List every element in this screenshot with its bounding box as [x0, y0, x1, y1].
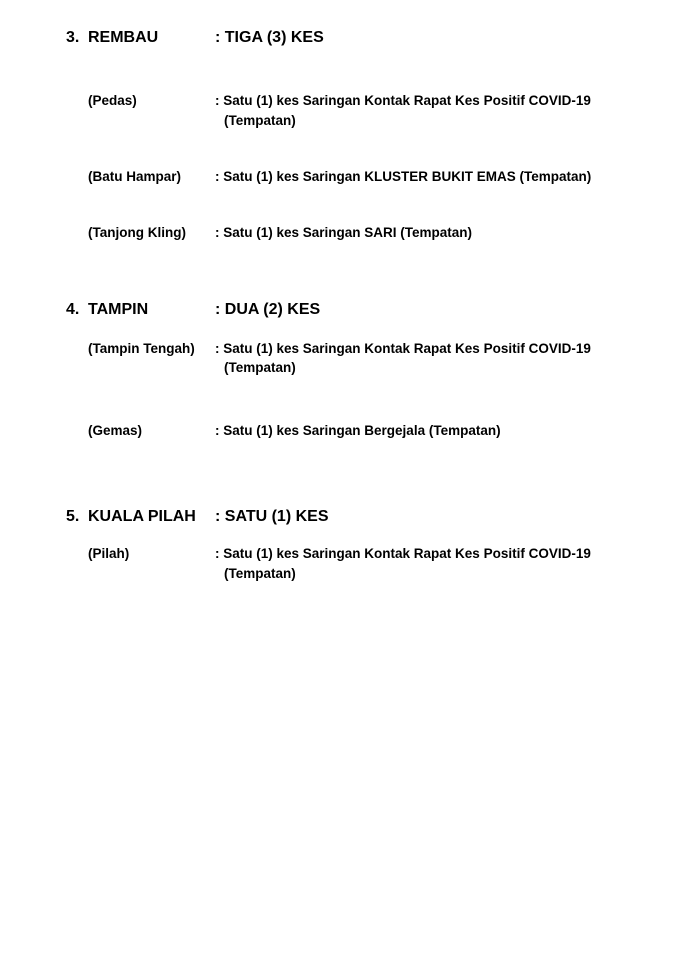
- case-description-cont: (Tempatan): [224, 360, 296, 375]
- area-name: (Gemas): [88, 423, 143, 438]
- section-number: 4.: [66, 301, 80, 318]
- district-total: : DUA (2) KES: [215, 301, 321, 318]
- area-name: (Tanjong Kling): [88, 225, 186, 240]
- district-total: : TIGA (3) KES: [215, 29, 324, 46]
- area-name: (Pilah): [88, 546, 130, 561]
- case-description: : Satu (1) kes Saringan Kontak Rapat Kes Positif COVID-19: [215, 93, 591, 108]
- district-name: TAMPIN: [88, 301, 149, 318]
- district-total: : SATU (1) KES: [215, 508, 329, 525]
- case-description: : Satu (1) kes Saringan KLUSTER BUKIT EMAS (Tempatan): [215, 169, 592, 184]
- case-description: : Satu (1) kes Saringan SARI (Tempatan): [215, 225, 473, 240]
- area-name: (Tampin Tengah): [88, 341, 195, 356]
- case-description: : Satu (1) kes Saringan Bergejala (Tempatan): [215, 423, 501, 438]
- area-name: (Pedas): [88, 93, 137, 108]
- case-description-cont: (Tempatan): [224, 566, 296, 581]
- case-description: : Satu (1) kes Saringan Kontak Rapat Kes Positif COVID-19: [215, 341, 591, 356]
- district-name: KUALA PILAH: [88, 508, 196, 525]
- district-name: REMBAU: [88, 29, 159, 46]
- case-description: : Satu (1) kes Saringan Kontak Rapat Kes Positif COVID-19: [215, 546, 591, 561]
- case-description-cont: (Tempatan): [224, 113, 296, 128]
- section-number: 5.: [66, 508, 80, 525]
- section-number: 3.: [66, 29, 80, 46]
- area-name: (Batu Hampar): [88, 169, 182, 184]
